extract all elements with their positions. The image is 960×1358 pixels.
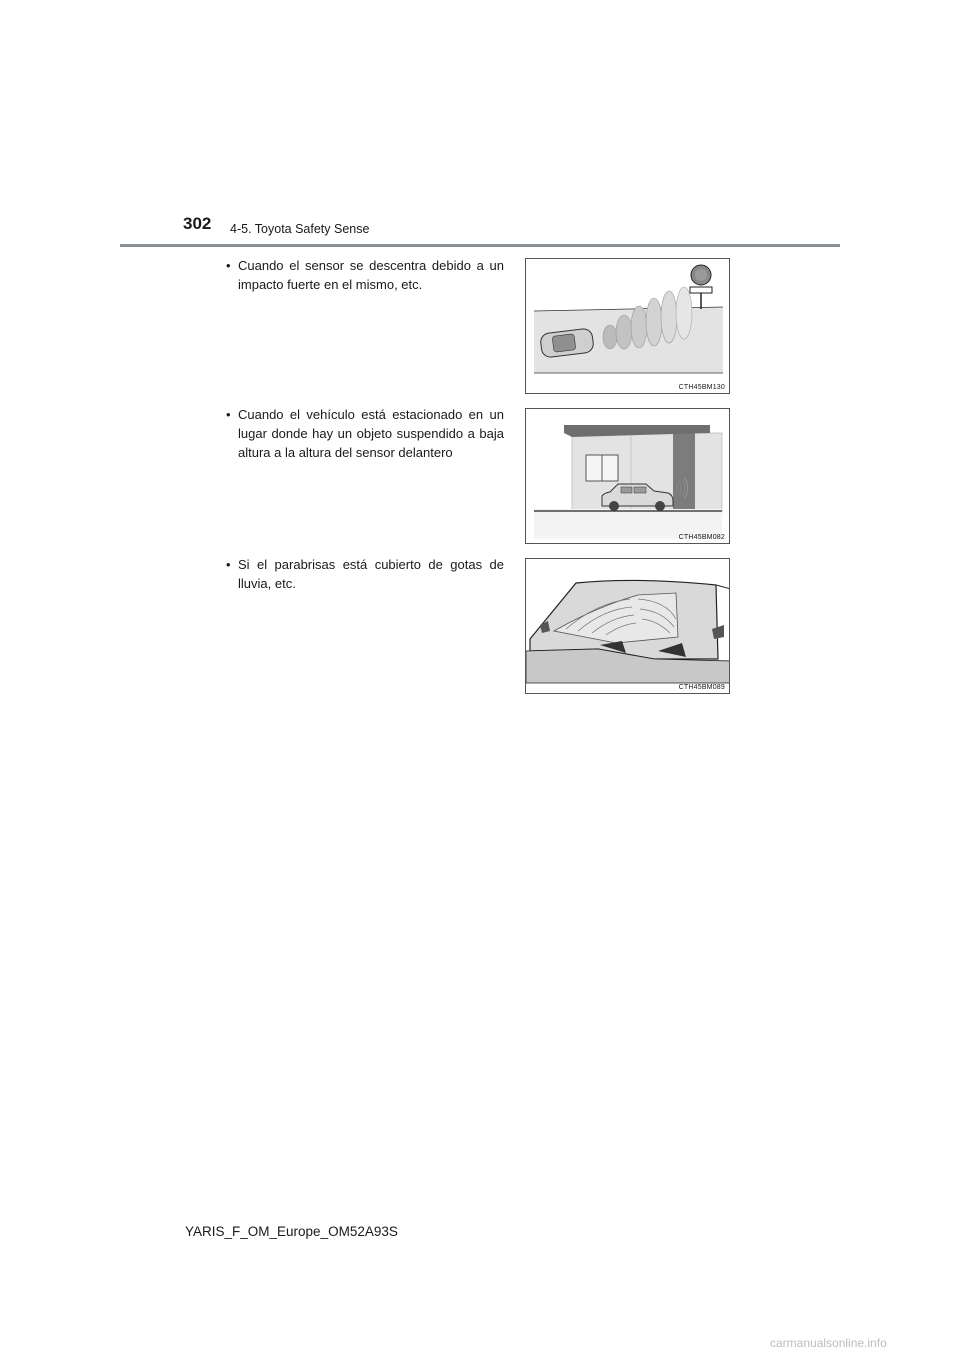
bullet: • (226, 557, 231, 572)
figure-windshield-rain (525, 558, 730, 694)
footer-document-id: YARIS_F_OM_Europe_OM52A93S (185, 1224, 398, 1239)
item-2-text (226, 405, 504, 462)
figure-sensor-misaligned (525, 258, 730, 394)
item-2-body: Cuando el vehículo está estacionado en un lugar donde hay un objeto suspendido a baja altura a la altura del sensor delantero (238, 407, 504, 460)
item-3-body: Si el parabrisas está cubierto de gotas de lluvia, etc. (238, 557, 504, 591)
item-1-body: Cuando el sensor se descentra debido a un impacto fuerte en el mismo, etc. (238, 258, 504, 292)
section-title: 4-5. Toyota Safety Sense (230, 222, 370, 236)
item-1-text (226, 256, 504, 294)
watermark: carmanualsonline.info (770, 1336, 887, 1350)
figure-code: CTH45BM082 (678, 534, 725, 541)
bullet: • (226, 258, 231, 273)
page-number: 302 (183, 214, 212, 233)
header-divider (120, 244, 840, 247)
figure-parked-under-object (525, 408, 730, 544)
illustration-sensor-misaligned (526, 259, 730, 394)
figure-code: CTH45BM130 (678, 384, 725, 391)
item-3-text (226, 555, 504, 593)
illustration-parked-under-object (526, 409, 730, 544)
bullet: • (226, 407, 231, 422)
illustration-windshield-rain (526, 559, 730, 694)
figure-code: CTH45BM089 (678, 684, 725, 691)
